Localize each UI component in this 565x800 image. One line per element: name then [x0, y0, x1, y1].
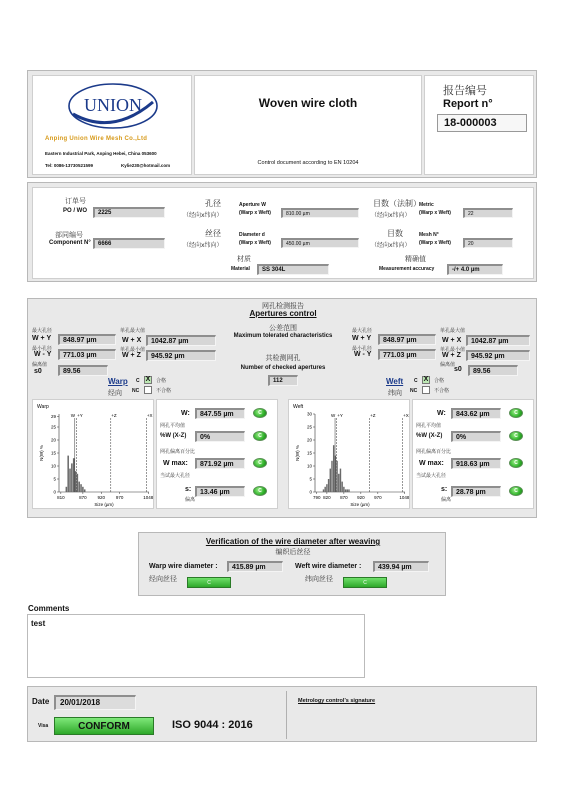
y-tick-label: 0: [53, 489, 56, 495]
warp-c-cn: 合格: [156, 378, 167, 384]
material-cn: 材质: [237, 255, 251, 263]
y-tick-label: 5: [309, 476, 312, 482]
warp-wmax-field[interactable]: 871.92 µm: [195, 458, 245, 469]
y-axis-label: N(W) %: [295, 445, 300, 461]
weft-cn: 纬向: [388, 389, 402, 397]
y-tick-label: 5: [53, 476, 56, 482]
y-axis-label: N(W) %: [39, 445, 44, 461]
weft-max-cn: 最大孔径: [352, 328, 373, 334]
warp-std-cn: 偏离值: [32, 362, 48, 368]
weft-xz-cn: 网孔偏离百分比: [416, 449, 452, 455]
report-box: [424, 75, 534, 175]
y-tick-label: 25: [306, 424, 312, 430]
diameter-cn2: （经向x纬向）: [183, 242, 223, 249]
company-name: Anping Union Wire Mesh Co.,Ltd: [45, 136, 148, 142]
y-tick-label: 10: [306, 463, 312, 469]
warp-nc-label: NC: [132, 388, 140, 394]
warp-nc-cn: 不合格: [156, 388, 172, 394]
weft-wz-field[interactable]: 945.92 µm: [466, 350, 530, 361]
warp-chart-box: [32, 399, 154, 509]
po-label: PO / WO: [63, 208, 87, 214]
weft-diameter-cn: 纬向丝径: [305, 575, 333, 583]
comments-text: test: [31, 619, 46, 628]
weft-w-led: C: [509, 408, 523, 418]
weft-xz-label: %W (X-Z): [416, 433, 443, 439]
weft-wmax-led: C: [509, 458, 523, 468]
weft-single-min-cn: 单孔最小值: [440, 347, 466, 353]
footer-panel: [27, 686, 537, 742]
warp-single-max-cn: 单孔最大值: [120, 328, 146, 334]
accuracy-label: Measurement accuracy: [379, 266, 435, 272]
mesh-cn2: （经向x纬向）: [371, 242, 411, 249]
date-label: Date: [32, 697, 50, 706]
warp-s-cn: 偏离: [185, 497, 196, 503]
company-address: Eastern Industrial Park, Anping Hebei, China 053600: [45, 151, 157, 156]
weft-xz-led: C: [509, 431, 523, 441]
warp-wmax-cn: 当试最大孔径: [160, 473, 191, 479]
warp-xz-led: C: [253, 431, 267, 441]
warp-diameter-field[interactable]: 415.89 µm: [227, 561, 283, 572]
y-tick-label: 30: [306, 411, 312, 417]
weft-s-field[interactable]: 28.78 µm: [451, 486, 501, 497]
histogram-bar: [80, 484, 82, 492]
x-axis-label: Size (µm): [94, 502, 114, 507]
x-tick-label: 790: [312, 495, 321, 500]
marker-label: +Y: [337, 413, 343, 418]
histogram-bar: [67, 456, 69, 492]
weft-w-label: W:: [437, 410, 446, 417]
warp-wz-field[interactable]: 945.92 µm: [146, 350, 216, 361]
metric-cn2: （经向x纬向）: [371, 212, 411, 219]
signature-label: Metrology control's signature: [298, 698, 376, 704]
histogram-bar: [78, 482, 80, 492]
report-cn: 报告编号: [443, 84, 487, 97]
weft-nc-cn: 不合格: [434, 388, 450, 394]
mesh-cn: 目数: [387, 229, 403, 238]
y-tick-label: 15: [50, 450, 56, 456]
weft-wminy-label: W - Y: [354, 351, 372, 358]
warp-wx-label: W + X: [122, 337, 142, 344]
histogram-bar: [340, 469, 341, 492]
histogram-bar: [73, 458, 75, 492]
histogram-bar: [82, 487, 84, 492]
x-tick-label: 820: [323, 495, 331, 500]
warp-s0-field[interactable]: 89.56: [58, 365, 108, 376]
y-tick-label: 20: [306, 437, 312, 443]
y-tick-label: 29: [50, 414, 56, 420]
report-number: 18-000003: [437, 114, 527, 132]
warp-w-label: W:: [181, 410, 190, 417]
verification-title: Verification of the wire diameter after weaving: [205, 537, 381, 546]
warp-diameter-label: Warp wire diameter :: [149, 563, 218, 570]
weft-wmax-field[interactable]: 918.63 µm: [451, 458, 501, 469]
apertures-panel: [27, 298, 537, 518]
aperture-label: Aperture W: [239, 202, 266, 208]
apertures-title: Apertures control: [249, 309, 317, 318]
y-tick-label: 10: [50, 463, 56, 469]
material-label: Material: [231, 266, 250, 272]
marker-label: +Z: [111, 413, 117, 418]
warp-w-led: C: [253, 408, 267, 418]
weft-s-label: s:: [441, 486, 448, 493]
warp-label: Warp: [108, 377, 128, 386]
warp-results-box: [156, 399, 278, 509]
marker-label: +X: [146, 413, 153, 418]
mesh-field[interactable]: 20: [463, 238, 513, 248]
weft-w-field[interactable]: 843.62 µm: [451, 408, 501, 419]
weft-s-cn: 偏离: [441, 497, 452, 503]
weft-c-cn: 合格: [434, 378, 445, 384]
weft-conform-checkbox[interactable]: X: [423, 376, 429, 383]
order-panel: [27, 182, 537, 282]
weft-w-cn: 网孔平均值: [416, 423, 442, 429]
diameter-field[interactable]: 450.00 µm: [281, 238, 359, 248]
weft-histogram: [289, 400, 409, 508]
product-title: Woven wire cloth: [258, 96, 358, 110]
verification-panel: [138, 532, 446, 596]
aperture-cn2: （经向x纬向）: [183, 212, 223, 219]
weft-min-cn: 最小孔径: [352, 346, 373, 352]
po-field[interactable]: 2225: [93, 207, 165, 218]
checked-label: Number of checked apertures: [240, 365, 326, 371]
x-tick-label: 1048: [399, 495, 409, 500]
date-field[interactable]: 20/01/2018: [54, 695, 136, 710]
warp-max-cn: 最大孔径: [32, 328, 53, 334]
company-tel: Tel: 0086-13730521599: [45, 163, 93, 168]
weft-s0-label: s0: [454, 366, 462, 373]
tolerance-cn: 公差范围: [269, 324, 297, 332]
weft-c-label: C: [414, 378, 418, 384]
aperture-field[interactable]: 810.00 µm: [281, 208, 359, 218]
mesh-label: Mesh N°: [419, 232, 439, 238]
diameter-label: Diameter d: [239, 232, 265, 238]
warp-c-label: C: [136, 378, 140, 384]
iso-standard: ISO 9044 : 2016: [172, 719, 253, 731]
weft-wmax-label: W max:: [419, 460, 444, 467]
chart-title: Warp: [37, 404, 49, 410]
x-tick-label: 870: [79, 495, 87, 500]
y-tick-label: 0: [309, 489, 312, 495]
warp-w-cn: 网孔平均值: [160, 423, 186, 429]
x-tick-label: 810: [57, 495, 65, 500]
warp-min-cn: 最小孔径: [32, 346, 53, 352]
verification-title-cn: 编织后丝径: [275, 548, 311, 556]
x-tick-label: 870: [340, 495, 348, 500]
weft-diameter-button[interactable]: C: [343, 577, 387, 588]
weft-wz-label: W + Z: [442, 352, 461, 359]
warp-xz-cn: 网孔偏离百分比: [160, 449, 196, 455]
weft-label: Weft: [386, 377, 404, 386]
warp-wz-label: W + Z: [122, 352, 141, 359]
histogram-bar: [326, 484, 327, 492]
comments-title: Comments: [28, 604, 70, 613]
header-panel: [27, 70, 537, 178]
weft-wmax-cn: 当试最大孔径: [416, 473, 447, 479]
aperture-sub: (Warp x Weft): [239, 210, 271, 216]
y-tick-label: 20: [50, 437, 56, 443]
histogram-bar: [347, 489, 348, 492]
warp-conform-checkbox[interactable]: X: [145, 376, 151, 383]
histogram-bar: [66, 487, 68, 492]
histogram-bar: [341, 482, 342, 492]
warp-histogram: [33, 400, 153, 508]
accuracy-field[interactable]: -/+ 4.0 µm: [447, 264, 503, 275]
warp-s-label: s:: [185, 486, 192, 493]
warp-wminy-label: W - Y: [34, 351, 52, 358]
weft-std-cn: 偏离值: [440, 362, 456, 368]
warp-wx-field[interactable]: 1042.87 µm: [146, 335, 216, 346]
apertures-title-cn: 网孔检测报告: [262, 302, 304, 310]
title-box: [194, 75, 422, 175]
logo-box: [32, 75, 192, 175]
chart-title: Weft: [293, 404, 304, 410]
weft-diameter-field[interactable]: 439.94 µm: [373, 561, 429, 572]
warp-single-min-cn: 单孔最小值: [120, 347, 146, 353]
weft-wy-field[interactable]: 848.97 µm: [378, 334, 436, 345]
histogram-bar: [324, 487, 325, 492]
tolerance-label: Maximum tolerated characteristics: [233, 333, 333, 339]
conform-button[interactable]: CONFORM: [54, 717, 154, 735]
y-tick-label: 25: [50, 424, 56, 430]
warp-xz-field[interactable]: 0%: [195, 431, 245, 442]
checked-field[interactable]: 112: [268, 375, 298, 386]
warp-nonconform-checkbox[interactable]: [144, 386, 152, 394]
marker-label: W: [331, 413, 336, 418]
warp-wminy-field[interactable]: 771.03 µm: [58, 349, 116, 360]
warp-s0-label: s0: [34, 368, 42, 375]
warp-diameter-cn: 经向丝径: [149, 575, 177, 583]
metric-cn: 目数（法制）: [373, 199, 421, 208]
diameter-cn: 丝径: [205, 229, 221, 238]
histogram-bar: [71, 463, 73, 492]
warp-s-field[interactable]: 13.46 µm: [195, 486, 245, 497]
histogram-bar: [84, 489, 86, 492]
weft-xz-field[interactable]: 0%: [451, 431, 501, 442]
marker-label: W: [70, 413, 76, 418]
accuracy-cn: 精确值: [405, 255, 426, 263]
weft-single-max-cn: 单孔最大值: [440, 328, 466, 334]
x-axis-label: Size (µm): [350, 502, 370, 507]
warp-wmax-led: C: [253, 458, 267, 468]
x-tick-label: 920: [357, 495, 365, 500]
histogram-bar: [330, 469, 331, 492]
report-label: Report n°: [443, 98, 493, 110]
marker-label: +X: [403, 413, 409, 418]
diameter-sub: (Warp x Weft): [239, 240, 271, 246]
histogram-bar: [348, 489, 349, 492]
warp-wy-field[interactable]: 848.97 µm: [58, 334, 116, 345]
weft-s0-field[interactable]: 89.56: [468, 365, 518, 376]
weft-nc-label: NC: [410, 388, 418, 394]
histogram-bar: [345, 489, 346, 492]
weft-wx-field[interactable]: 1042.87 µm: [466, 335, 530, 346]
marker-label: +Y: [77, 413, 83, 418]
marker-label: +Z: [370, 413, 376, 418]
order-inner: [32, 187, 534, 279]
component-cn: 部同编号: [55, 231, 83, 239]
union-logo: [67, 80, 159, 134]
warp-w-field[interactable]: 847.55 µm: [195, 408, 245, 419]
po-cn: 订单号: [65, 197, 86, 205]
histogram-bar: [328, 479, 329, 492]
visa-label: Visa: [38, 723, 49, 729]
weft-results-box: [412, 399, 534, 509]
weft-wminy-field[interactable]: 771.03 µm: [378, 349, 436, 360]
metric-field[interactable]: 22: [463, 208, 513, 218]
warp-xz-label: %W (X-Z): [160, 433, 187, 439]
mesh-sub: (Warp x Weft): [419, 240, 451, 246]
company-email: Kylie230@hotmail.com: [121, 163, 171, 168]
histogram-bar: [323, 489, 324, 492]
metric-sub: (Warp x Weft): [419, 210, 451, 216]
histogram-bar: [331, 461, 332, 492]
weft-wx-label: W + X: [442, 337, 462, 344]
warp-s-led: C: [253, 486, 267, 496]
weft-nonconform-checkbox[interactable]: [422, 386, 430, 394]
weft-s-led: C: [509, 486, 523, 496]
histogram-bar: [69, 469, 71, 492]
y-tick-label: 15: [306, 450, 312, 456]
control-document: Control document according to EN 10204: [257, 160, 359, 166]
weft-wy-label: W + Y: [352, 335, 372, 342]
warp-wmax-label: W max:: [163, 460, 188, 467]
metric-label: Metric: [419, 202, 434, 208]
footer-divider: [286, 691, 287, 739]
x-tick-label: 970: [374, 495, 382, 500]
component-label: Component N°: [49, 240, 91, 246]
x-tick-label: 970: [115, 495, 124, 500]
weft-chart-box: [288, 399, 410, 509]
checked-cn: 共检测网孔: [265, 354, 301, 362]
histogram-bar: [333, 445, 334, 492]
logo-text: UNION: [84, 95, 142, 115]
weft-diameter-label: Weft wire diameter :: [295, 563, 362, 570]
x-tick-label: 1048: [143, 495, 153, 500]
x-tick-label: 920: [97, 495, 106, 500]
histogram-bar: [343, 487, 344, 492]
material-field[interactable]: SS 304L: [257, 264, 329, 275]
comments-box[interactable]: [27, 614, 365, 678]
warp-diameter-button[interactable]: C: [187, 577, 231, 588]
warp-wy-label: W + Y: [32, 335, 52, 342]
histogram-bar: [338, 474, 339, 492]
warp-cn: 经向: [108, 389, 122, 397]
aperture-cn: 孔径: [205, 199, 221, 208]
component-field[interactable]: 6666: [93, 238, 165, 249]
